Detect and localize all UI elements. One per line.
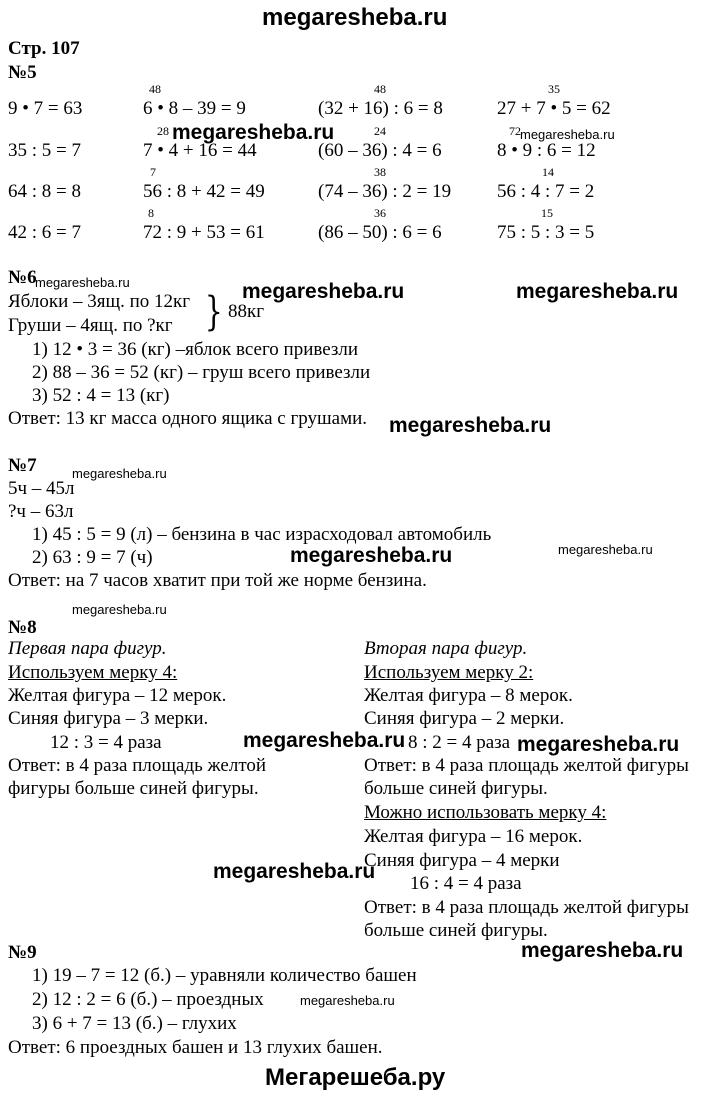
hint: 8: [148, 206, 154, 220]
answer: Ответ: 13 кг масса одного ящика с грушами.: [8, 408, 368, 429]
task-5-title: №5: [8, 62, 37, 83]
watermark: megaresheba.ru: [517, 733, 680, 756]
watermark: megaresheba.ru: [213, 860, 376, 883]
watermark: megaresheba.ru: [521, 939, 684, 962]
hint: 48: [374, 82, 386, 96]
solution-step: 2) 63 : 9 = 7 (ч): [32, 547, 153, 568]
task-7-title: №7: [8, 455, 37, 476]
solution-step: 1) 12 • 3 = 36 (кг) –яблок всего привезли: [32, 339, 359, 360]
solution-step: 2) 12 : 2 = 6 (б.) – проездных: [32, 989, 264, 1010]
expression: 35 : 5 = 7: [8, 140, 81, 161]
condition: Груши – 4ящ. по ?кг: [8, 315, 173, 336]
watermark: megaresheba.ru: [243, 729, 406, 752]
hint: 15: [541, 206, 553, 220]
condition: ?ч – 63л: [8, 501, 74, 522]
watermark: megaresheba.ru: [72, 466, 167, 481]
right-answer: Ответ: в 4 раза площадь желтой фигуры: [364, 755, 689, 776]
watermark: megaresheba.ru: [520, 127, 615, 142]
brace: }: [204, 289, 223, 335]
task-6-title: №6: [8, 267, 37, 288]
watermark: megaresheba.ru: [300, 993, 395, 1008]
left-calc: 12 : 3 = 4 раза: [50, 732, 162, 753]
expression: (32 + 16) : 6 = 8: [318, 98, 443, 119]
hint: 24: [374, 124, 386, 138]
left-yellow: Желтая фигура – 12 мерок.: [8, 685, 227, 706]
expression: 27 + 7 • 5 = 62: [497, 98, 611, 119]
expression: 8 • 9 : 6 = 12: [497, 140, 596, 161]
hint: 35: [548, 82, 560, 96]
right-answer: больше синей фигуры.: [364, 778, 548, 799]
condition: Яблоки – 3ящ. по 12кг: [8, 291, 191, 312]
expression: (86 – 50) : 6 = 6: [318, 222, 442, 243]
expression: 6 • 8 – 39 = 9: [143, 98, 246, 119]
total: 88кг: [228, 301, 265, 322]
right-calc: 8 : 2 = 4 раза: [408, 732, 511, 753]
hint: 14: [542, 165, 554, 179]
left-answer: фигуры больше синей фигуры.: [8, 778, 259, 799]
watermark: megaresheba.ru: [72, 602, 167, 617]
footer-site[interactable]: Мегарешеба.ру: [265, 1064, 446, 1091]
right-blue: Синяя фигура – 2 мерки.: [364, 708, 565, 729]
right-answer-2: Ответ: в 4 раза площадь желтой фигуры: [364, 897, 689, 918]
answer: Ответ: на 7 часов хватит при той же норме бензина.: [8, 570, 427, 591]
expression: 75 : 5 : 3 = 5: [497, 222, 595, 243]
left-measure: Используем мерку 4:: [8, 662, 178, 683]
right-yellow-2: Желтая фигура – 16 мерок.: [364, 826, 583, 847]
solution-step: 3) 6 + 7 = 13 (б.) – глухих: [32, 1013, 237, 1034]
expression: 64 : 8 = 8: [8, 181, 81, 202]
answer: Ответ: 6 проездных башен и 13 глухих башен.: [8, 1037, 383, 1058]
hint: 7: [150, 165, 156, 179]
page-number: Стр. 107: [8, 38, 80, 59]
expression: 72 : 9 + 53 = 61: [143, 222, 265, 243]
left-blue: Синяя фигура – 3 мерки.: [8, 708, 209, 729]
solution-step: 3) 52 : 4 = 13 (кг): [32, 385, 170, 406]
right-yellow: Желтая фигура – 8 мерок.: [364, 685, 573, 706]
watermark: megaresheba.ru: [242, 280, 405, 303]
right-measure-2: Можно использовать мерку 4:: [364, 802, 607, 823]
task-9-title: №9: [8, 942, 37, 963]
solution-step: 1) 45 : 5 = 9 (л) – бензина в час израсходовал автомобиль: [32, 524, 492, 545]
right-head: Вторая пара фигур.: [364, 638, 528, 659]
watermark: megaresheba.ru: [389, 414, 552, 437]
left-answer: Ответ: в 4 раза площадь желтой: [8, 755, 267, 776]
expression: 56 : 8 + 42 = 49: [143, 181, 265, 202]
right-measure: Используем мерку 2:: [364, 662, 534, 683]
condition: 5ч – 45л: [8, 478, 75, 499]
hint: 36: [374, 206, 386, 220]
expression: 7 • 4 + 16 = 44: [143, 140, 257, 161]
right-answer-2: больше синей фигуры.: [364, 920, 548, 941]
right-calc-2: 16 : 4 = 4 раза: [410, 873, 522, 894]
hint: 72: [509, 124, 521, 138]
solution-step: 2) 88 – 36 = 52 (кг) – груш всего привезли: [32, 362, 371, 383]
expression: 9 • 7 = 63: [8, 98, 83, 119]
right-blue-2: Синяя фигура – 4 мерки: [364, 850, 560, 871]
hint: 48: [149, 82, 161, 96]
header-site[interactable]: megaresheba.ru: [262, 4, 448, 31]
watermark: megaresheba.ru: [558, 542, 653, 557]
watermark: megaresheba.ru: [172, 121, 335, 144]
hint: 38: [374, 165, 386, 179]
hint: 28: [157, 124, 169, 138]
watermark: megaresheba.ru: [290, 544, 453, 567]
watermark: megaresheba.ru: [516, 280, 679, 303]
expression: 42 : 6 = 7: [8, 222, 81, 243]
solution-step: 1) 19 – 7 = 12 (б.) – уравняли количество башен: [32, 965, 417, 986]
expression: (60 – 36) : 4 = 6: [318, 140, 442, 161]
expression: 56 : 4 : 7 = 2: [497, 181, 595, 202]
expression: (74 – 36) : 2 = 19: [318, 181, 452, 202]
watermark: megaresheba.ru: [35, 275, 130, 290]
left-head: Первая пара фигур.: [8, 638, 167, 659]
task-8-title: №8: [8, 617, 37, 638]
